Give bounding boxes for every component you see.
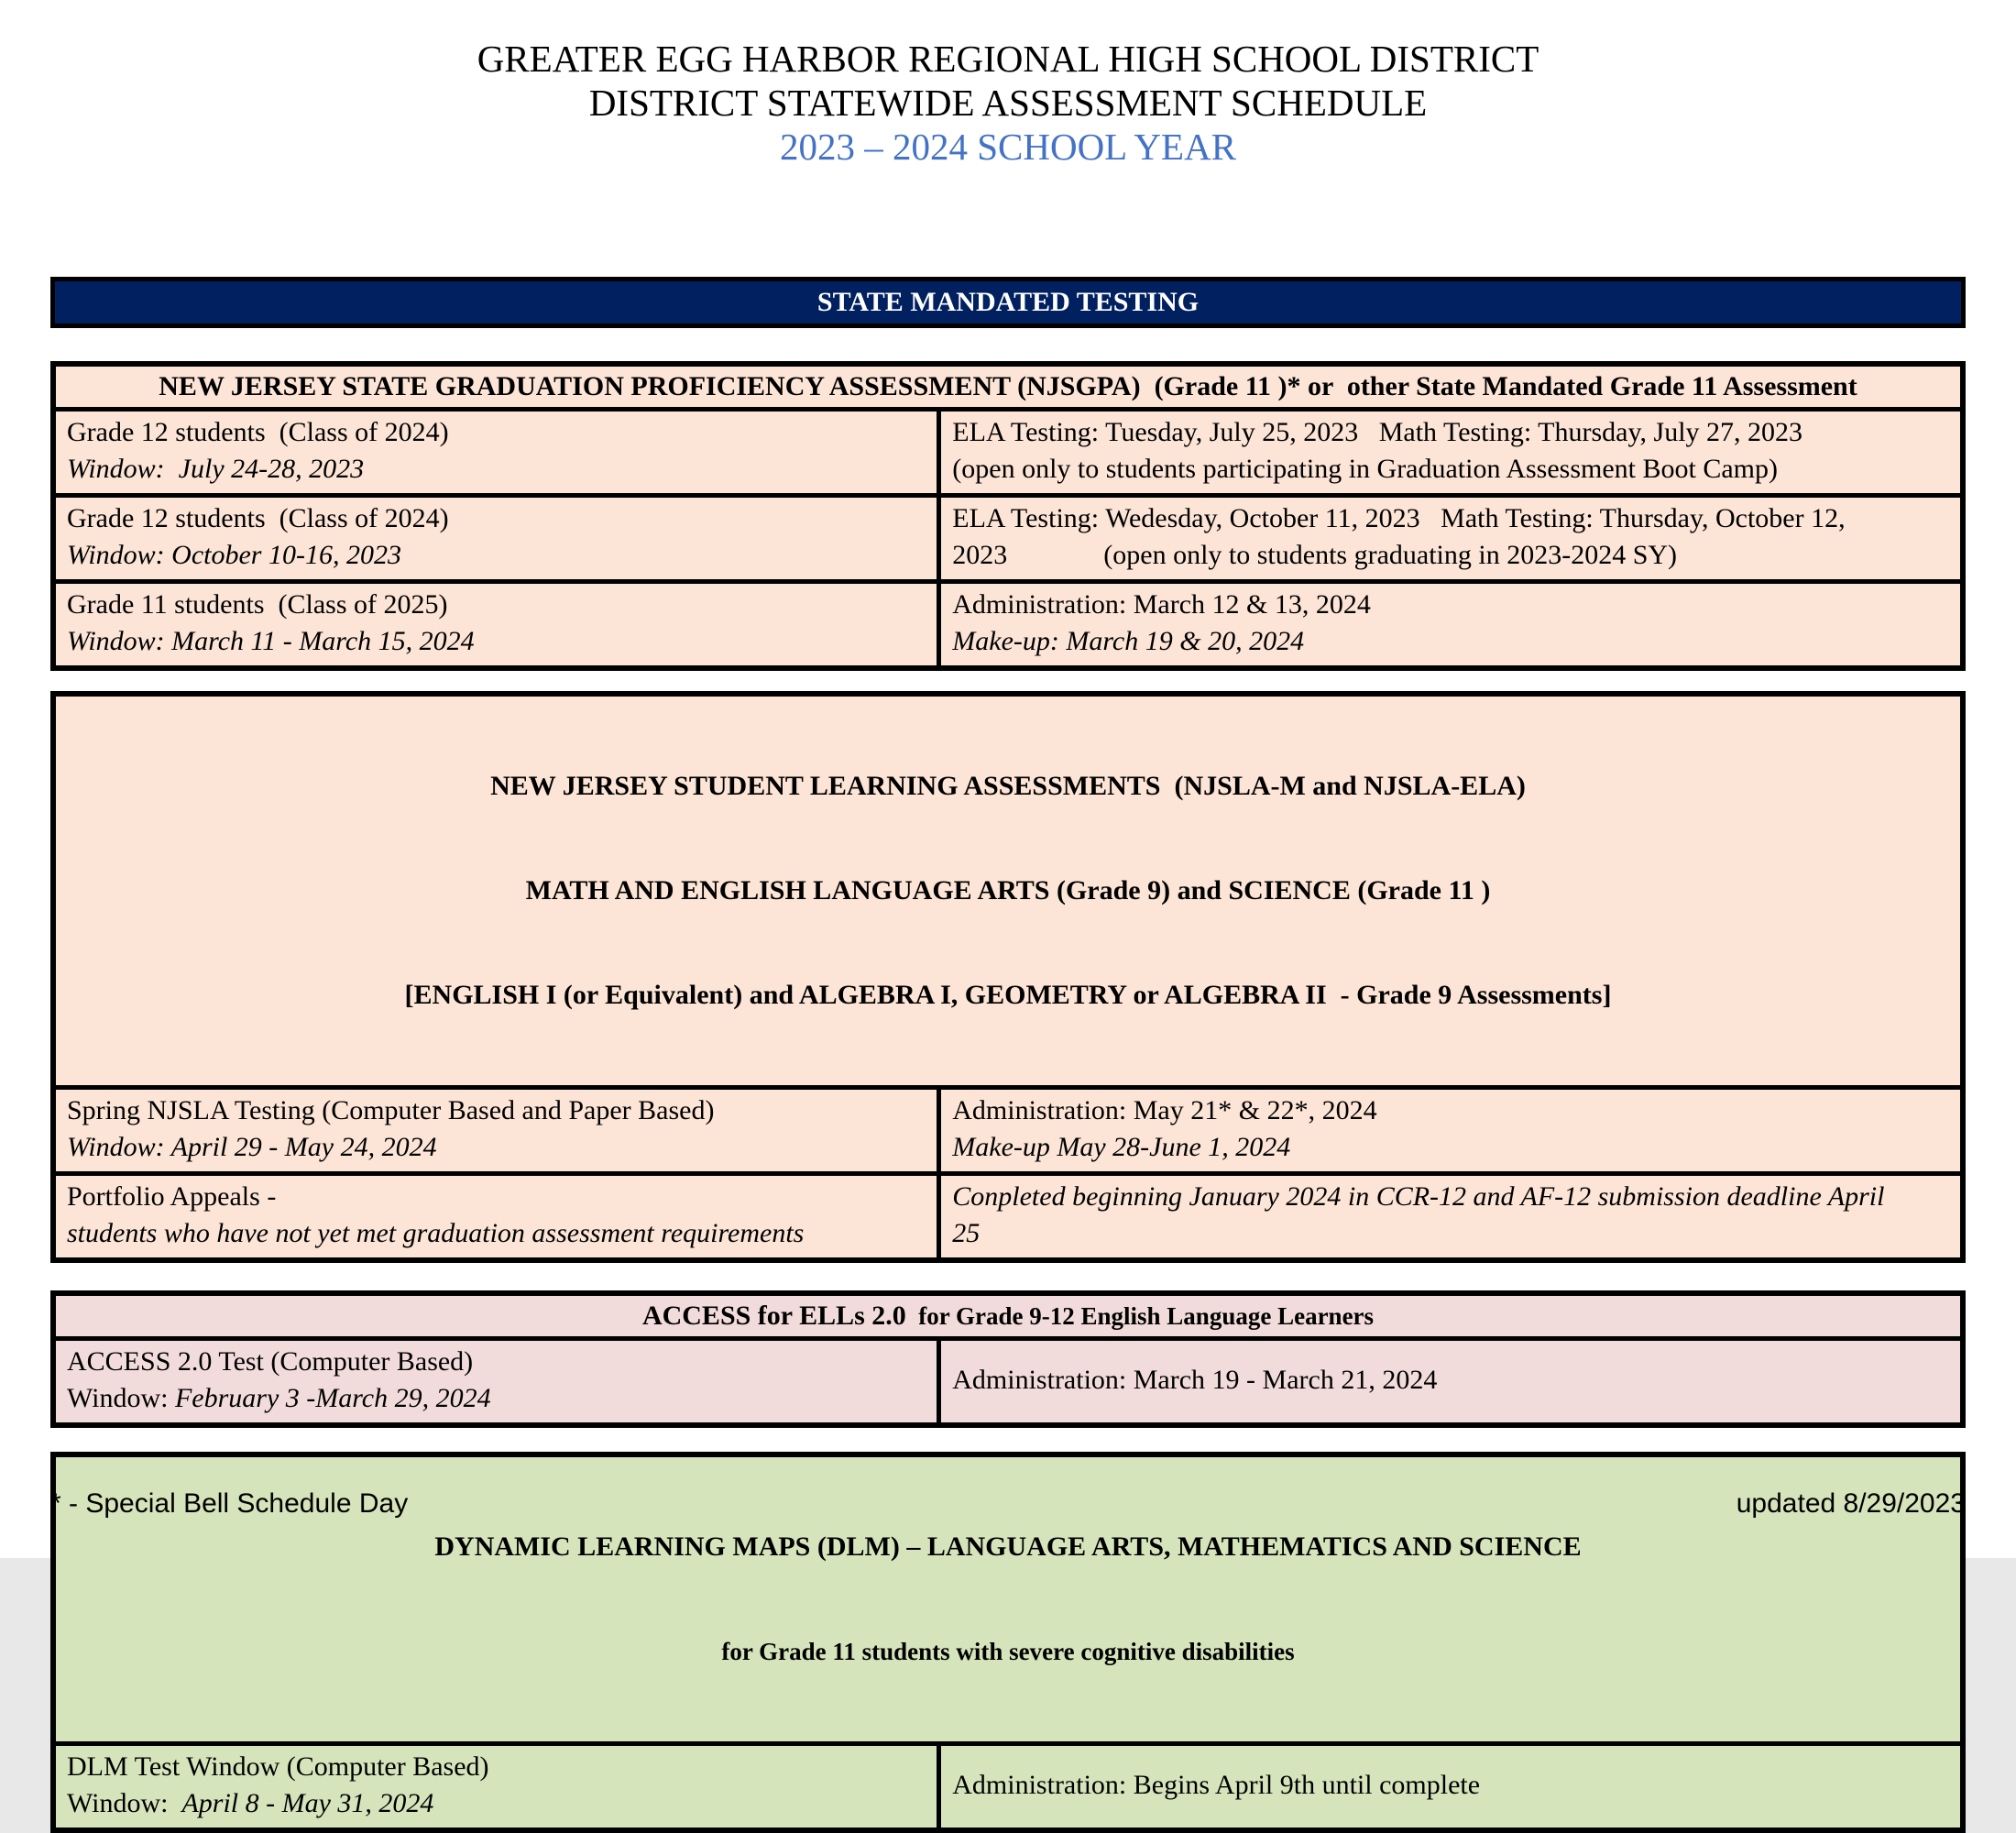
student-group-label: Grade 12 students (Class of 2024) bbox=[67, 503, 449, 533]
portfolio-deadline-label: Conpleted beginning January 2024 in CCR-12 and AF-12 submission deadline April bbox=[952, 1181, 1885, 1212]
student-group-label: Grade 12 students (Class of 2024) bbox=[67, 417, 449, 447]
access-test-cell bbox=[56, 1341, 941, 1422]
student-group-label: Grade 11 students (Class of 2025) bbox=[67, 589, 448, 620]
njsla-row2-dates-cell bbox=[941, 1176, 1960, 1257]
document-title-block bbox=[50, 37, 1966, 169]
access-header-sub: for Grade 9-12 English Language Learners bbox=[905, 1302, 1375, 1330]
access-table-header bbox=[56, 1296, 1960, 1341]
njsgpa-table-header: NEW JERSEY STATE GRADUATION PROFICIENCY ASSESSMENT (NJSGPA) (Grade 11 )* or other State Mandated Grade 11 Assessment bbox=[56, 367, 1960, 412]
table-row bbox=[56, 1341, 1960, 1422]
testing-window-label bbox=[67, 1785, 926, 1822]
makeup-dates-label: Make-up: March 19 & 20, 2024 bbox=[952, 626, 1305, 656]
testing-window-label bbox=[67, 1380, 926, 1417]
njsgpa-row2-dates-cell bbox=[941, 498, 1960, 579]
table-row bbox=[56, 1746, 1960, 1828]
njsla-table-header bbox=[56, 697, 1960, 1090]
njsgpa-row1-dates-cell bbox=[941, 412, 1960, 493]
window-label: Window: bbox=[67, 1788, 182, 1818]
access-header-main: ACCESS for ELLs 2.0 bbox=[641, 1301, 906, 1331]
updated-date-label: updated 8/29/2023 bbox=[1736, 1488, 1966, 1519]
table-row bbox=[56, 1176, 1960, 1257]
testing-dates-label: ELA Testing: Tuesday, July 25, 2023 Math Testing: Thursday, July 27, 2023 bbox=[952, 417, 1803, 447]
njsgpa-row2-students-cell bbox=[56, 498, 941, 579]
document-subtitle: DISTRICT STATEWIDE ASSESSMENT SCHEDULE bbox=[588, 82, 1428, 124]
state-mandated-testing-banner: STATE MANDATED TESTING bbox=[50, 277, 1966, 328]
testing-window-label: Window: July 24-28, 2023 bbox=[67, 454, 365, 484]
portfolio-appeals-description: students who have not yet met graduation assessment requirements bbox=[67, 1218, 805, 1248]
administration-dates-label: Administration: May 21* & 22*, 2024 bbox=[952, 1095, 1377, 1125]
window-label: Window: bbox=[67, 1383, 175, 1413]
njsla-header-line3: [ENGLISH I (or Equivalent) and ALGEBRA I, GEOMETRY or ALGEBRA II - Grade 9 Assessments] bbox=[404, 980, 1612, 1010]
njsgpa-row3-students-cell bbox=[56, 584, 941, 665]
njsgpa-row3-dates-cell bbox=[941, 584, 1960, 665]
window-dates: February 3 -March 29, 2024 bbox=[174, 1383, 491, 1413]
table-row bbox=[56, 412, 1960, 498]
page-footer bbox=[50, 1488, 1966, 1520]
dlm-header-line1: DYNAMIC LEARNING MAPS (DLM) – LANGUAGE ARTS, MATHEMATICS AND SCIENCE bbox=[434, 1531, 1582, 1562]
table-row bbox=[56, 1090, 1960, 1176]
njsgpa-table bbox=[50, 361, 1966, 671]
dlm-test-cell bbox=[56, 1746, 941, 1828]
njsla-table bbox=[50, 691, 1966, 1263]
njsla-row1-test-cell bbox=[56, 1090, 941, 1171]
testing-note-label: (open only to students participating in Graduation Assessment Boot Camp) bbox=[952, 454, 1778, 484]
table-row bbox=[56, 584, 1960, 665]
makeup-dates-label: Make-up May 28-June 1, 2024 bbox=[952, 1132, 1291, 1162]
portfolio-deadline-label-cont: 25 bbox=[952, 1218, 981, 1248]
testing-window-label: Window: March 11 - March 15, 2024 bbox=[67, 626, 475, 656]
testing-dates-label: ELA Testing: Wedesday, October 11, 2023 Math Testing: Thursday, October 12, bbox=[952, 503, 1846, 533]
administration-dates-label: Administration: March 19 - March 21, 2024 bbox=[952, 1365, 1438, 1395]
access-table bbox=[50, 1290, 1966, 1428]
dlm-header-line2: for Grade 11 students with severe cognitive disabilities bbox=[721, 1638, 1295, 1665]
district-title: GREATER EGG HARBOR REGIONAL HIGH SCHOOL DISTRICT bbox=[477, 38, 1539, 80]
njsla-row1-dates-cell bbox=[941, 1090, 1960, 1171]
school-year-title: 2023 – 2024 SCHOOL YEAR bbox=[779, 126, 1237, 168]
njsla-header-line1: NEW JERSEY STUDENT LEARNING ASSESSMENTS (NJSLA-M and NJSLA-ELA) bbox=[490, 771, 1526, 801]
testing-note-label: 2023 (open only to students graduating in 2023-2024 SY) bbox=[952, 540, 1678, 570]
table-row bbox=[56, 498, 1960, 584]
administration-dates-label: Administration: March 12 & 13, 2024 bbox=[952, 589, 1371, 620]
njsla-row2-test-cell bbox=[56, 1176, 941, 1257]
testing-window-label: Window: October 10-16, 2023 bbox=[67, 540, 401, 570]
special-bell-note: * - Special Bell Schedule Day bbox=[50, 1488, 409, 1519]
dlm-dates-cell bbox=[941, 1746, 1960, 1828]
njsgpa-row1-students-cell bbox=[56, 412, 941, 493]
testing-window-label: Window: April 29 - May 24, 2024 bbox=[67, 1132, 437, 1162]
test-name-label: DLM Test Window (Computer Based) bbox=[67, 1751, 489, 1782]
test-name-label: ACCESS 2.0 Test (Computer Based) bbox=[67, 1346, 474, 1377]
administration-dates-label: Administration: Begins April 9th until complete bbox=[952, 1770, 1481, 1800]
test-name-label: Spring NJSLA Testing (Computer Based and Paper Based) bbox=[67, 1095, 715, 1125]
access-dates-cell bbox=[941, 1341, 1960, 1422]
portfolio-appeals-label: Portfolio Appeals - bbox=[67, 1181, 277, 1212]
njsla-header-line2: MATH AND ENGLISH LANGUAGE ARTS (Grade 9) and SCIENCE (Grade 11 ) bbox=[525, 875, 1491, 906]
window-dates: April 8 - May 31, 2024 bbox=[181, 1788, 434, 1818]
